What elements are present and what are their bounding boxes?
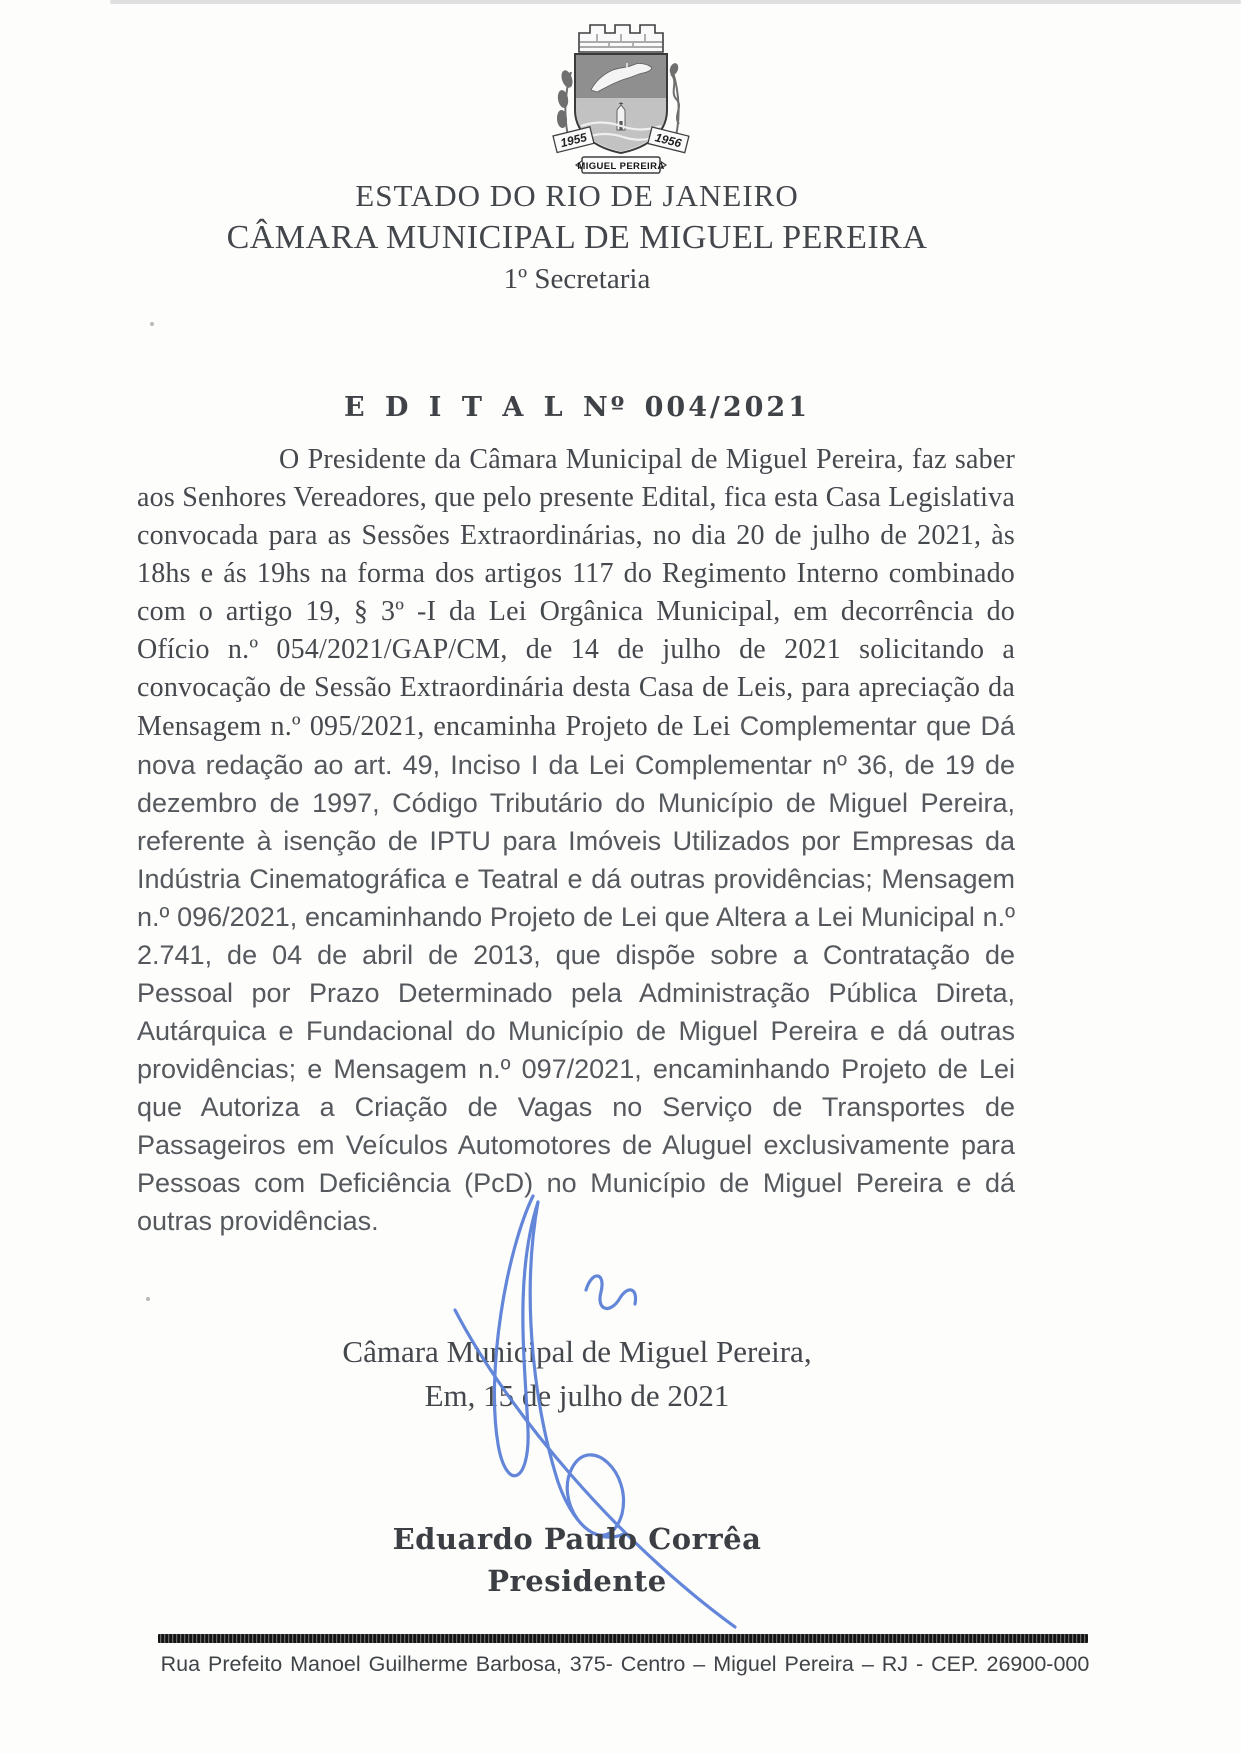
banner-label: MIGUEL PEREIRA <box>577 161 665 172</box>
coat-of-arms <box>545 22 697 174</box>
footer-rule <box>158 1634 1088 1643</box>
chamber-name: CÂMARA MUNICIPAL DE MIGUEL PEREIRA <box>226 219 928 256</box>
closing-place: Câmara Municipal de Miguel Pereira, <box>342 1334 812 1369</box>
scan-dot <box>146 1297 150 1301</box>
mural-crown-icon <box>579 25 663 52</box>
year-right-label: 1956 <box>653 130 683 151</box>
edital-body <box>137 441 1015 1240</box>
letterhead <box>137 176 1017 298</box>
body-text-part1: O Presidente da Câmara Municipal de Miguel Pereira, faz saber aos Senhores Vereadores, que pelo presente Edital, fica esta Casa Legislativa convocada para as Sessões Extraordinárias, no dia 20 de julho de 2021, às 18hs e ás 19hs na forma dos artigos 117 do Regimento Interno combinado com o artigo 19, § 3º -I da Lei Orgânica Municipal, em decorrência do Ofício n.º 054/2021/GAP/CM, de 14 de julho de 2021 solicitando a convocação de Sessão Extraordinária desta Casa de Leis, para apreciação da Mensagem n.º 095/2021, encaminha Projeto de Lei <box>137 444 1015 742</box>
state-name: ESTADO DO RIO DE JANEIRO <box>355 178 799 213</box>
footer-address: Rua Prefeito Manoel Guilherme Barbosa, 375- Centro – Miguel Pereira – RJ - CEP. 26900-000 <box>160 1652 1090 1676</box>
scan-dot <box>150 322 154 326</box>
edital-title: E D I T A L Nº 004/2021 <box>344 392 810 423</box>
signatory-name: Eduardo Paulo Corrêa <box>392 1522 762 1556</box>
name-banner <box>576 157 666 173</box>
secretariat-name: 1º Secretaria <box>503 263 651 295</box>
year-ribbon-right <box>648 127 689 153</box>
signatory-block <box>137 1518 1017 1602</box>
right-branch-icon <box>668 62 680 140</box>
year-ribbon-left <box>553 127 594 153</box>
scan-artifact-top-edge <box>110 0 1241 4</box>
closing-date: Em, 15 de julho de 2021 <box>424 1378 730 1413</box>
left-branch-icon <box>556 69 574 140</box>
coat-of-arms-icon <box>545 22 697 174</box>
body-text-part2: Complementar que Dá nova redação ao art. 49, Inciso I da Lei Complementar nº 36, de 19 de dezembro de 1997, Código Tributário do Município de Miguel Pereira, referente à isenção de IPTU para Imóveis Utilizados por Empresas da Indústria Cinematográfica e Teatral e dá outras providências; Mensagem n.º 096/2021, encaminhando Projeto de Lei que Altera a Lei Municipal n.º 2.741, de 04 de abril de 2013, que dispõe sobre a Contratação de Pessoal por Prazo Determinado pela Administração Pública Direta, Autárquica e Fundacional do Município de Miguel Pereira e dá outras providências; e Mensagem n.º 097/2021, encaminhando Projeto de Lei que Autoriza a Criação de Vagas no Serviço de Transportes de Passageiros em Veículos Automotores de Aluguel exclusivamente para Pessoas com Deficiência (PcD) no Município de Miguel Pereira e dá outras providências. <box>137 711 1015 1236</box>
year-left-label: 1955 <box>558 130 589 151</box>
signatory-role: Presidente <box>487 1564 667 1598</box>
